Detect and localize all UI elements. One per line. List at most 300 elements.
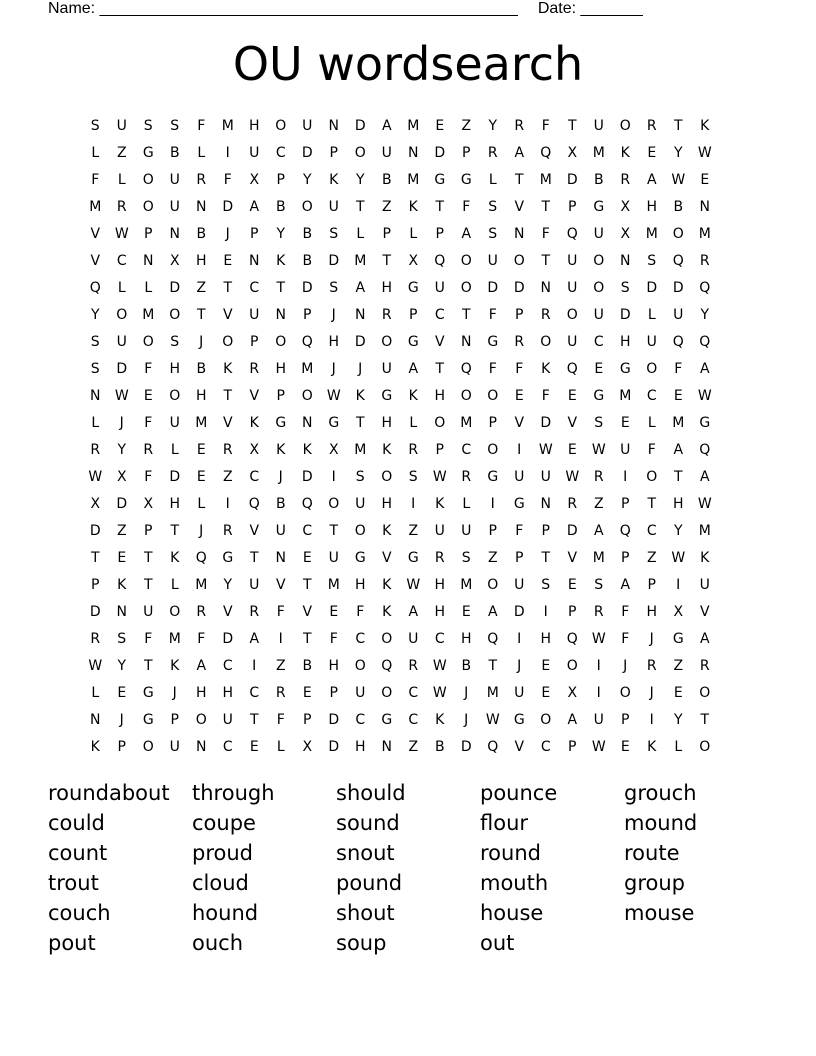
grid-letter: X — [90, 495, 101, 512]
grid-letter: H — [672, 495, 684, 512]
grid-letter: F — [223, 171, 232, 188]
grid-letter: J — [464, 711, 469, 728]
grid-letter: T — [647, 495, 657, 512]
grid-letter: F — [488, 360, 497, 377]
grid-letter: R — [434, 549, 445, 566]
grid-row — [82, 436, 718, 463]
grid-letter: A — [699, 468, 710, 485]
grid-letter: P — [144, 522, 153, 539]
grid-letter: U — [593, 117, 604, 134]
grid-letter: G — [593, 387, 605, 404]
grid-letter: G — [381, 387, 393, 404]
grid-letter: H — [460, 630, 472, 647]
name-blank[interactable]: _______________________________________________ — [99, 0, 518, 17]
grid-letter: M — [301, 360, 314, 377]
grid-letter: N — [302, 414, 313, 431]
grid-letter: M — [142, 306, 155, 323]
grid-letter: D — [487, 279, 499, 296]
grid-letter: Y — [488, 117, 498, 134]
grid-letter: P — [250, 333, 259, 350]
grid-letter: T — [143, 549, 153, 566]
grid-letter: D — [672, 279, 684, 296]
grid-letter: C — [434, 630, 445, 647]
grid-letter: U — [434, 522, 445, 539]
grid-letter: R — [699, 657, 710, 674]
grid-letter: F — [144, 630, 153, 647]
grid-letter: E — [620, 738, 630, 755]
grid-letter: N — [540, 495, 551, 512]
grid-letter: U — [249, 576, 260, 593]
grid-letter: Z — [487, 549, 498, 566]
grid-letter: I — [490, 495, 495, 512]
grid-letter: R — [567, 495, 578, 512]
grid-letter: N — [275, 306, 286, 323]
grid-letter: R — [646, 657, 657, 674]
grid-row — [82, 166, 718, 193]
grid-letter: W — [565, 468, 580, 485]
grid-letter: P — [144, 225, 153, 242]
grid-letter: K — [620, 144, 630, 161]
grid-letter: Q — [460, 360, 472, 377]
grid-letter: D — [566, 171, 578, 188]
grid-letter: J — [172, 684, 177, 701]
grid-letter: F — [621, 603, 630, 620]
grid-letter: L — [91, 144, 100, 161]
grid-letter: V — [514, 198, 525, 215]
name-label: Name: — [48, 0, 100, 17]
grid-letter: W — [432, 468, 447, 485]
grid-letter: C — [355, 711, 366, 728]
grid-letter: V — [567, 414, 578, 431]
grid-letter: F — [647, 441, 656, 458]
grid-letter: N — [620, 252, 631, 269]
grid-letter: F — [462, 198, 471, 215]
word-list-item: house — [480, 901, 544, 925]
grid-letter: W — [326, 387, 341, 404]
grid-letter: O — [195, 711, 207, 728]
grid-letter: I — [225, 495, 230, 512]
grid-letter: O — [646, 468, 658, 485]
grid-letter: P — [409, 306, 418, 323]
grid-letter: M — [592, 549, 605, 566]
grid-letter: K — [647, 738, 657, 755]
grid-letter: O — [540, 333, 552, 350]
grid-letter: O — [566, 657, 578, 674]
grid-letter: C — [275, 144, 286, 161]
grid-letter: T — [223, 279, 233, 296]
grid-letter: W — [406, 576, 421, 593]
grid-letter: N — [408, 144, 419, 161]
grid-letter: P — [382, 225, 391, 242]
grid-letter: O — [699, 684, 711, 701]
grid-letter: G — [593, 198, 605, 215]
grid-letter: P — [329, 144, 338, 161]
grid-letter: W — [88, 468, 103, 485]
grid-letter: O — [672, 225, 684, 242]
grid-letter: L — [674, 738, 683, 755]
grid-letter: U — [567, 252, 578, 269]
word-list-item: proud — [192, 841, 253, 865]
grid-letter: U — [514, 684, 525, 701]
grid-letter: T — [435, 198, 445, 215]
grid-letter: H — [195, 252, 207, 269]
grid-letter: J — [464, 684, 469, 701]
grid-letter: V — [249, 387, 260, 404]
grid-letter: U — [169, 171, 180, 188]
grid-letter: W — [697, 144, 712, 161]
grid-letter: U — [646, 333, 657, 350]
grid-letter: H — [434, 603, 446, 620]
page-title: OU wordsearch — [232, 37, 584, 91]
grid-letter: G — [142, 684, 154, 701]
grid-letter: I — [252, 657, 257, 674]
word-list-item: ouch — [192, 931, 244, 955]
grid-letter: E — [647, 144, 657, 161]
grid-letter: O — [328, 495, 340, 512]
grid-letter: G — [354, 549, 366, 566]
grid-letter: E — [223, 252, 233, 269]
grid-letter: X — [169, 252, 180, 269]
grid-letter: D — [646, 279, 658, 296]
grid-letter: P — [303, 711, 312, 728]
grid-letter: Z — [116, 144, 127, 161]
grid-letter: D — [89, 603, 101, 620]
grid-letter: Z — [222, 468, 233, 485]
grid-letter: W — [671, 549, 686, 566]
grid-letter: N — [116, 603, 127, 620]
grid-row — [82, 679, 718, 706]
grid-letter: Q — [487, 630, 499, 647]
grid-letter: H — [646, 198, 658, 215]
grid-letter: O — [460, 252, 472, 269]
grid-letter: M — [221, 117, 234, 134]
grid-letter: D — [328, 252, 340, 269]
grid-letter: G — [513, 711, 525, 728]
word-list — [48, 778, 768, 958]
grid-letter: F — [621, 630, 630, 647]
grid-letter: E — [329, 603, 339, 620]
grid-letter: V — [90, 252, 101, 269]
grid-letter: U — [673, 306, 684, 323]
grid-letter: G — [142, 144, 154, 161]
grid-letter: E — [117, 684, 127, 701]
grid-letter: F — [197, 630, 206, 647]
grid-letter: O — [513, 252, 525, 269]
grid-letter: U — [169, 738, 180, 755]
grid-letter: O — [487, 441, 499, 458]
grid-letter: O — [354, 144, 366, 161]
grid-letter: A — [646, 171, 657, 188]
grid-letter: P — [647, 576, 656, 593]
grid-letter: G — [699, 414, 711, 431]
grid-letter: V — [302, 603, 313, 620]
grid-letter: A — [381, 117, 392, 134]
grid-letter: R — [249, 360, 260, 377]
grid-letter: J — [358, 360, 363, 377]
grid-letter: U — [169, 414, 180, 431]
grid-letter: D — [328, 711, 340, 728]
grid-letter: J — [278, 468, 283, 485]
grid-letter: O — [301, 198, 313, 215]
grid-letter: V — [222, 414, 233, 431]
grid-letter: Y — [355, 171, 365, 188]
grid-letter: R — [593, 603, 604, 620]
letter-grid — [82, 112, 718, 760]
grid-letter: O — [275, 117, 287, 134]
grid-letter: E — [700, 171, 710, 188]
grid-letter: D — [89, 522, 101, 539]
grid-letter: R — [514, 333, 525, 350]
grid-letter: T — [461, 306, 471, 323]
grid-letter: O — [540, 711, 552, 728]
word-list-item: snout — [336, 841, 395, 865]
grid-letter: O — [381, 630, 393, 647]
grid-letter: S — [488, 198, 498, 215]
grid-letter: Q — [619, 522, 631, 539]
grid-letter: Z — [116, 522, 127, 539]
grid-letter: T — [249, 549, 259, 566]
word-list-item: mouth — [480, 871, 549, 895]
grid-letter: U — [222, 711, 233, 728]
grid-letter: A — [461, 225, 472, 242]
grid-letter: N — [90, 387, 101, 404]
grid-letter: F — [276, 603, 285, 620]
grid-letter: Y — [276, 225, 286, 242]
grid-letter: R — [540, 306, 551, 323]
grid-letter: C — [249, 279, 260, 296]
grid-letter: K — [382, 441, 392, 458]
grid-letter: O — [354, 522, 366, 539]
grid-letter: Y — [673, 711, 683, 728]
grid-letter: U — [249, 306, 260, 323]
grid-letter: P — [435, 441, 444, 458]
grid-letter: L — [488, 171, 497, 188]
grid-letter: G — [460, 171, 472, 188]
grid-row — [82, 598, 718, 625]
grid-letter: B — [196, 225, 207, 242]
grid-letter: M — [698, 225, 711, 242]
grid-letter: P — [621, 711, 630, 728]
grid-letter: K — [276, 252, 286, 269]
grid-letter: E — [117, 549, 127, 566]
grid-letter: N — [540, 279, 551, 296]
grid-letter: E — [249, 738, 259, 755]
grid-letter: R — [222, 441, 233, 458]
grid-letter: O — [593, 279, 605, 296]
grid-letter: D — [619, 306, 631, 323]
grid-letter: K — [408, 198, 418, 215]
word-list-item: shout — [336, 901, 395, 925]
grid-letter: I — [676, 576, 681, 593]
grid-letter: K — [329, 171, 339, 188]
grid-letter: P — [303, 306, 312, 323]
grid-letter: X — [567, 684, 578, 701]
grid-letter: L — [197, 495, 206, 512]
grid-letter: Z — [593, 495, 604, 512]
grid-letter: X — [143, 495, 154, 512]
grid-letter: W — [114, 387, 129, 404]
grid-row — [82, 139, 718, 166]
grid-letter: H — [169, 495, 181, 512]
grid-row — [82, 652, 718, 679]
grid-letter: I — [278, 630, 283, 647]
grid-row — [82, 193, 718, 220]
grid-letter: X — [328, 441, 339, 458]
grid-letter: L — [409, 225, 418, 242]
grid-row — [82, 220, 718, 247]
grid-letter: J — [119, 711, 124, 728]
grid-letter: V — [381, 549, 392, 566]
grid-letter: A — [673, 441, 684, 458]
date-blank[interactable]: _______ — [580, 0, 643, 17]
grid-letter: K — [223, 360, 233, 377]
grid-letter: I — [596, 657, 601, 674]
grid-letter: P — [170, 711, 179, 728]
grid-letter: T — [382, 252, 392, 269]
grid-letter: Y — [302, 171, 312, 188]
grid-letter: A — [249, 630, 260, 647]
grid-letter: Q — [566, 630, 578, 647]
grid-letter: N — [196, 198, 207, 215]
grid-letter: J — [331, 360, 336, 377]
grid-letter: P — [621, 549, 630, 566]
grid-letter: T — [673, 117, 683, 134]
grid-letter: K — [90, 738, 100, 755]
grid-letter: E — [620, 414, 630, 431]
grid-letter: A — [593, 522, 604, 539]
grid-letter: K — [117, 576, 127, 593]
grid-letter: C — [249, 468, 260, 485]
grid-letter: R — [487, 144, 498, 161]
grid-letter: N — [355, 306, 366, 323]
grid-letter: Y — [673, 144, 683, 161]
grid-row — [82, 355, 718, 382]
grid-letter: C — [461, 441, 472, 458]
grid-letter: N — [381, 738, 392, 755]
grid-letter: U — [381, 144, 392, 161]
grid-letter: Y — [117, 441, 127, 458]
word-list-item: cloud — [192, 871, 249, 895]
grid-letter: W — [432, 657, 447, 674]
grid-letter: J — [331, 306, 336, 323]
grid-letter: A — [249, 198, 260, 215]
grid-letter: C — [434, 306, 445, 323]
grid-letter: O — [699, 738, 711, 755]
grid-letter: U — [593, 225, 604, 242]
grid-letter: S — [408, 468, 418, 485]
grid-row — [82, 274, 718, 301]
word-list-item: through — [192, 781, 275, 805]
grid-letter: E — [541, 657, 551, 674]
grid-letter: E — [594, 360, 604, 377]
grid-letter: R — [249, 603, 260, 620]
grid-letter: P — [435, 225, 444, 242]
word-list-item: soup — [336, 931, 387, 955]
grid-letter: A — [514, 144, 525, 161]
grid-letter: G — [275, 414, 287, 431]
grid-letter: F — [541, 387, 550, 404]
grid-letter: U — [620, 441, 631, 458]
grid-letter: M — [592, 144, 605, 161]
grid-letter: D — [460, 738, 472, 755]
grid-letter: U — [275, 522, 286, 539]
grid-letter: H — [381, 414, 393, 431]
grid-letter: S — [329, 279, 339, 296]
grid-letter: G — [407, 279, 419, 296]
grid-letter: T — [355, 414, 365, 431]
grid-letter: O — [487, 576, 499, 593]
grid-letter: E — [514, 387, 524, 404]
grid-letter: U — [461, 522, 472, 539]
grid-letter: D — [513, 279, 525, 296]
grid-letter: S — [170, 117, 180, 134]
grid-letter: M — [460, 414, 473, 431]
grid-letter: F — [91, 171, 100, 188]
grid-letter: A — [408, 603, 419, 620]
grid-letter: U — [434, 279, 445, 296]
grid-letter: U — [593, 711, 604, 728]
grid-letter: Z — [196, 279, 207, 296]
grid-letter: H — [381, 279, 393, 296]
grid-letter: M — [645, 225, 658, 242]
grid-letter: J — [517, 657, 522, 674]
grid-letter: L — [170, 576, 179, 593]
grid-letter: R — [196, 603, 207, 620]
grid-letter: R — [620, 171, 631, 188]
grid-letter: R — [275, 684, 286, 701]
grid-letter: A — [487, 603, 498, 620]
grid-letter: O — [301, 387, 313, 404]
grid-letter: O — [566, 306, 578, 323]
grid-letter: B — [169, 144, 180, 161]
grid-letter: P — [117, 738, 126, 755]
grid-letter: D — [354, 117, 366, 134]
grid-letter: J — [649, 684, 654, 701]
grid-letter: Y — [117, 657, 127, 674]
grid-letter: X — [620, 198, 631, 215]
grid-letter: M — [354, 252, 367, 269]
grid-letter: R — [90, 441, 101, 458]
grid-letter: B — [302, 657, 313, 674]
word-list-item: hound — [192, 901, 259, 925]
grid-letter: O — [646, 360, 658, 377]
grid-letter: O — [619, 117, 631, 134]
grid-letter: J — [225, 225, 230, 242]
grid-letter: L — [462, 495, 471, 512]
word-list-item: sound — [336, 811, 400, 835]
grid-letter: T — [90, 549, 100, 566]
grid-letter: Q — [699, 333, 711, 350]
grid-letter: Q — [566, 225, 578, 242]
grid-letter: U — [249, 144, 260, 161]
grid-letter: E — [435, 117, 445, 134]
grid-letter: E — [302, 549, 312, 566]
grid-letter: S — [143, 117, 153, 134]
grid-letter: I — [543, 603, 548, 620]
grid-letter: W — [432, 684, 447, 701]
grid-letter: T — [673, 468, 683, 485]
grid-letter: Q — [195, 549, 207, 566]
grid-letter: M — [327, 576, 340, 593]
grid-letter: T — [143, 657, 153, 674]
grid-letter: P — [329, 684, 338, 701]
grid-letter: V — [514, 738, 525, 755]
grid-letter: Z — [673, 657, 684, 674]
grid-letter: F — [144, 468, 153, 485]
grid-letter: Q — [699, 441, 711, 458]
grid-letter: O — [354, 657, 366, 674]
grid-letter: B — [434, 738, 445, 755]
